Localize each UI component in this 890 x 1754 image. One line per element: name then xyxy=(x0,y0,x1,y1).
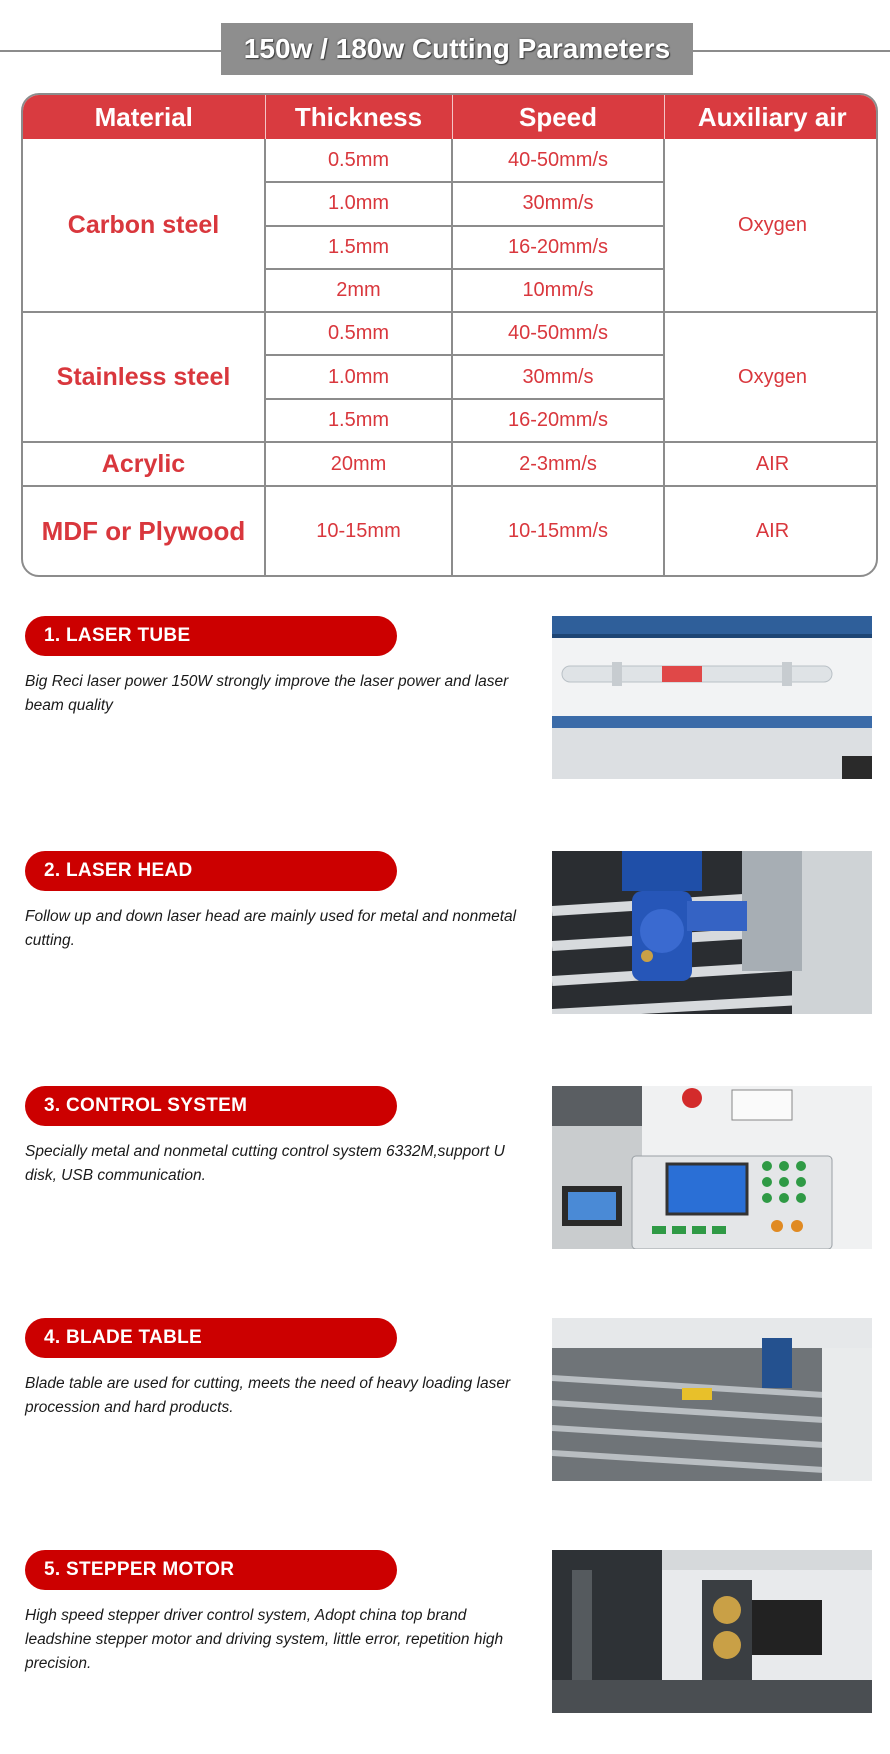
material-cell: Carbon steel xyxy=(23,139,265,312)
page-title: 150w / 180w Cutting Parameters xyxy=(221,23,693,75)
header-thickness: Thickness xyxy=(265,95,452,139)
material-cell: Stainless steel xyxy=(23,312,265,442)
feature-badge: 5. STEPPER MOTOR xyxy=(25,1550,397,1590)
air-cell: AIR xyxy=(755,519,790,542)
cutting-parameters-table xyxy=(21,93,878,577)
thickness-cell: 1.5mm xyxy=(265,226,452,269)
speed-cell: 16-20mm/s xyxy=(452,399,664,442)
air-cell: Oxygen xyxy=(664,139,878,312)
feature-description: High speed stepper driver control system, Adopt china top brand leadshine stepper motor and driving system, little error, repetition high precision. xyxy=(25,1607,504,1672)
thickness-cell: 1.0mm xyxy=(265,355,452,398)
table-row xyxy=(23,486,878,575)
material-cell: MDF or Plywood xyxy=(23,486,265,575)
speed-cell: 40-50mm/s xyxy=(452,312,664,355)
table-row xyxy=(23,442,878,486)
feature-description: Specially metal and nonmetal cutting control system 6332M,support U disk, USB communication. xyxy=(25,1143,505,1184)
control-system-photo xyxy=(552,1086,872,1249)
speed-cell: 16-20mm/s xyxy=(452,226,664,269)
laser-head-photo xyxy=(552,851,872,1014)
thickness-cell: 2mm xyxy=(265,269,452,312)
feature-description: Big Reci laser power 150W strongly improve the laser power and laser beam quality xyxy=(25,673,509,714)
thickness-cell: 20mm xyxy=(265,442,452,486)
thickness-cell: 1.0mm xyxy=(265,182,452,225)
table-header-row xyxy=(23,95,878,139)
material-cell: Acrylic xyxy=(23,442,265,486)
feature-laser-head xyxy=(0,851,890,1021)
feature-laser-tube xyxy=(0,616,890,786)
feature-badge: 4. BLADE TABLE xyxy=(25,1318,397,1358)
feature-control-system xyxy=(0,1086,890,1256)
table-row xyxy=(23,312,878,355)
air-cell: AIR xyxy=(664,442,878,486)
feature-description: Follow up and down laser head are mainly used for metal and nonmetal cutting. xyxy=(25,908,517,949)
table-row xyxy=(23,139,878,182)
feature-badge: 2. LASER HEAD xyxy=(25,851,397,891)
laser-tube-photo xyxy=(552,616,872,779)
thickness-cell: 1.5mm xyxy=(265,399,452,442)
thickness-cell: 0.5mm xyxy=(265,139,452,182)
header-auxiliary-air: Auxiliary air xyxy=(664,95,878,139)
feature-stepper-motor xyxy=(0,1550,890,1720)
feature-badge: 1. LASER TUBE xyxy=(25,616,397,656)
feature-badge: 3. CONTROL SYSTEM xyxy=(25,1086,397,1126)
speed-cell: 40-50mm/s xyxy=(452,139,664,182)
air-cell: Oxygen xyxy=(664,312,878,442)
speed-cell: 10mm/s xyxy=(452,269,664,312)
speed-cell: 10-15mm/s xyxy=(452,486,664,575)
thickness-cell: 10-15mm xyxy=(265,486,452,575)
blade-table-photo xyxy=(552,1318,872,1481)
stepper-motor-photo xyxy=(552,1550,872,1713)
feature-description: Blade table are used for cutting, meets the need of heavy loading laser procession and hard products. xyxy=(25,1375,511,1416)
thickness-cell: 0.5mm xyxy=(265,312,452,355)
header-material: Material xyxy=(23,95,265,139)
speed-cell: 30mm/s xyxy=(452,355,664,398)
header-speed: Speed xyxy=(452,95,664,139)
feature-blade-table xyxy=(0,1318,890,1488)
speed-cell: 30mm/s xyxy=(452,182,664,225)
speed-cell: 2-3mm/s xyxy=(452,442,664,486)
